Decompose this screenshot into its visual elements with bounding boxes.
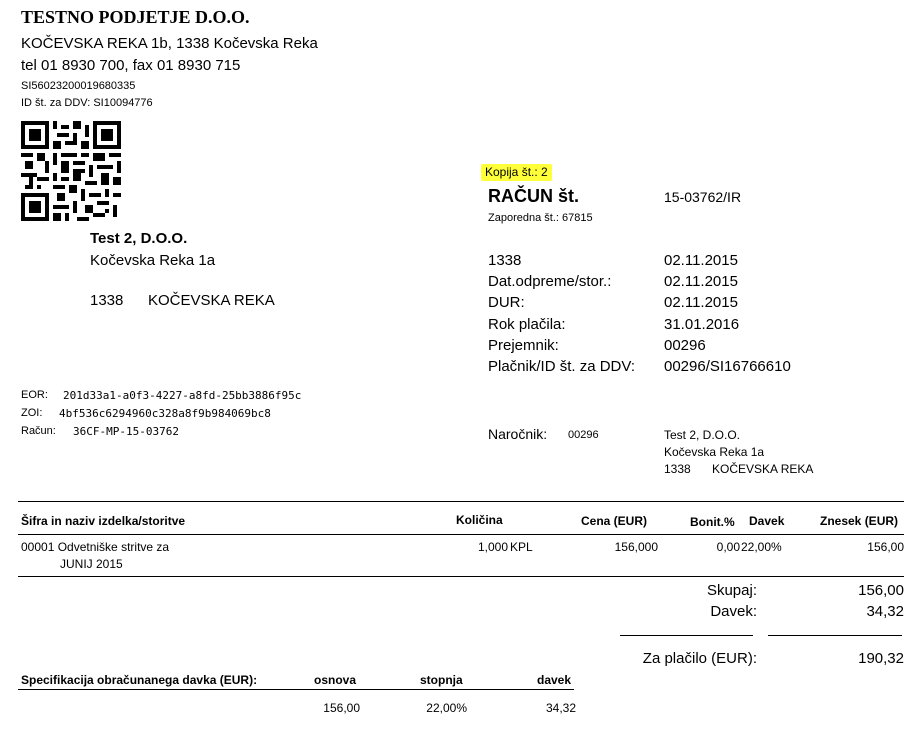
row-code-desc: 00001 Odvetniške stritve za bbox=[21, 540, 170, 554]
tax-spec-col-rate: stopnja bbox=[420, 673, 463, 687]
tax-total-label: Davek: bbox=[710, 603, 757, 620]
detail-value: 31.01.2016 bbox=[664, 316, 740, 333]
invoice-title: RAČUN št. bbox=[488, 186, 580, 206]
detail-value: 02.11.2015 bbox=[664, 273, 738, 290]
row-discount: 0,00 bbox=[716, 540, 740, 554]
row-tax: 22,00% bbox=[741, 540, 782, 554]
racun-label: Račun: bbox=[21, 425, 56, 437]
company-name: TESTNO PODJETJE D.O.O. bbox=[21, 7, 250, 27]
company-iban: SI56023200019680335 bbox=[21, 80, 136, 92]
tax-spec-rule bbox=[18, 689, 574, 690]
orderer-label: Naročnik: bbox=[488, 426, 548, 442]
tax-spec-base: 156,00 bbox=[323, 701, 360, 715]
detail-label: Prejemnik: bbox=[488, 337, 559, 354]
row-desc2: JUNIJ 2015 bbox=[60, 557, 123, 571]
row-qty: 1,000 bbox=[477, 540, 508, 554]
eor-value: 201d33a1-a0f3-4227-a8fd-25bb3886f95c bbox=[63, 389, 302, 402]
detail-label: Dat.odpreme/stor.: bbox=[488, 273, 612, 290]
company-phone: tel 01 8930 700, fax 01 8930 715 bbox=[21, 57, 241, 74]
col-header-tax: Davek bbox=[749, 514, 785, 528]
detail-value: 02.11.2015 bbox=[664, 252, 738, 269]
orderer-street: Kočevska Reka 1a bbox=[664, 445, 765, 459]
table-header-rule bbox=[18, 534, 904, 535]
tax-spec-tax: 34,32 bbox=[545, 701, 576, 715]
detail-label: Plačnik/ID št. za DDV: bbox=[488, 358, 635, 375]
row-unit: KPL bbox=[510, 540, 533, 554]
invoice-number: 15-03762/IR bbox=[664, 189, 742, 205]
detail-value: 02.11.2015 bbox=[664, 294, 738, 311]
totals-rule-right bbox=[768, 635, 902, 636]
amount-due-value: 190,32 bbox=[858, 650, 904, 667]
company-vat: ID št. za DDV: SI10094776 bbox=[21, 97, 153, 109]
tax-spec-col-tax: davek bbox=[537, 673, 572, 687]
detail-value: 00296 bbox=[664, 337, 706, 354]
orderer-city: KOČEVSKA REKA bbox=[712, 462, 814, 476]
detail-value: 00296/SI16766610 bbox=[664, 358, 791, 375]
tax-spec-rate: 22,00% bbox=[426, 701, 467, 715]
recipient-city: KOČEVSKA REKA bbox=[148, 292, 275, 309]
company-address: KOČEVSKA REKA 1b, 1338 Kočevska Reka bbox=[21, 35, 318, 52]
orderer-code: 00296 bbox=[568, 429, 599, 441]
table-top-rule bbox=[18, 501, 904, 502]
zoi-label: ZOI: bbox=[21, 407, 43, 419]
col-header-amount: Znesek (EUR) bbox=[820, 514, 899, 528]
detail-label: 1338 bbox=[488, 252, 522, 269]
col-header-price: Cena (EUR) bbox=[581, 514, 648, 528]
subtotal-value: 156,00 bbox=[858, 582, 904, 599]
eor-label: EOR: bbox=[21, 389, 48, 401]
subtotal-label: Skupaj: bbox=[706, 582, 757, 599]
row-price: 156,000 bbox=[614, 540, 658, 554]
invoice-seq: Zaporedna št.: 67815 bbox=[488, 212, 593, 224]
amount-due-label: Za plačilo (EUR): bbox=[642, 650, 757, 667]
row-amount: 156,00 bbox=[867, 540, 904, 554]
racun-value: 36CF-MP-15-03762 bbox=[73, 425, 179, 438]
orderer-name: Test 2, D.O.O. bbox=[664, 428, 741, 442]
recipient-name: Test 2, D.O.O. bbox=[90, 230, 188, 247]
detail-label: Rok plačila: bbox=[488, 316, 566, 333]
recipient-street: Kočevska Reka 1a bbox=[90, 252, 216, 269]
detail-label: DUR: bbox=[488, 294, 525, 311]
tax-total-value: 34,32 bbox=[866, 603, 904, 620]
totals-rule-left bbox=[620, 635, 753, 636]
col-header-discount: Bonit.% bbox=[690, 515, 735, 529]
recipient-postcode: 1338 bbox=[90, 292, 124, 309]
col-header-item: Šifra in naziv izdelka/storitve bbox=[21, 514, 186, 528]
zoi-value: 4bf536c6294960c328a8f9b984069bc8 bbox=[59, 407, 271, 420]
col-header-qty: Količina bbox=[456, 513, 503, 527]
qr-code-icon bbox=[21, 121, 121, 221]
table-bottom-rule bbox=[18, 576, 904, 577]
tax-spec-title: Specifikacija obračunanega davka (EUR): bbox=[21, 673, 258, 687]
tax-spec-col-base: osnova bbox=[314, 673, 357, 687]
orderer-postcode: 1338 bbox=[664, 462, 691, 476]
copy-label: Kopija št.: 2 bbox=[481, 164, 552, 181]
